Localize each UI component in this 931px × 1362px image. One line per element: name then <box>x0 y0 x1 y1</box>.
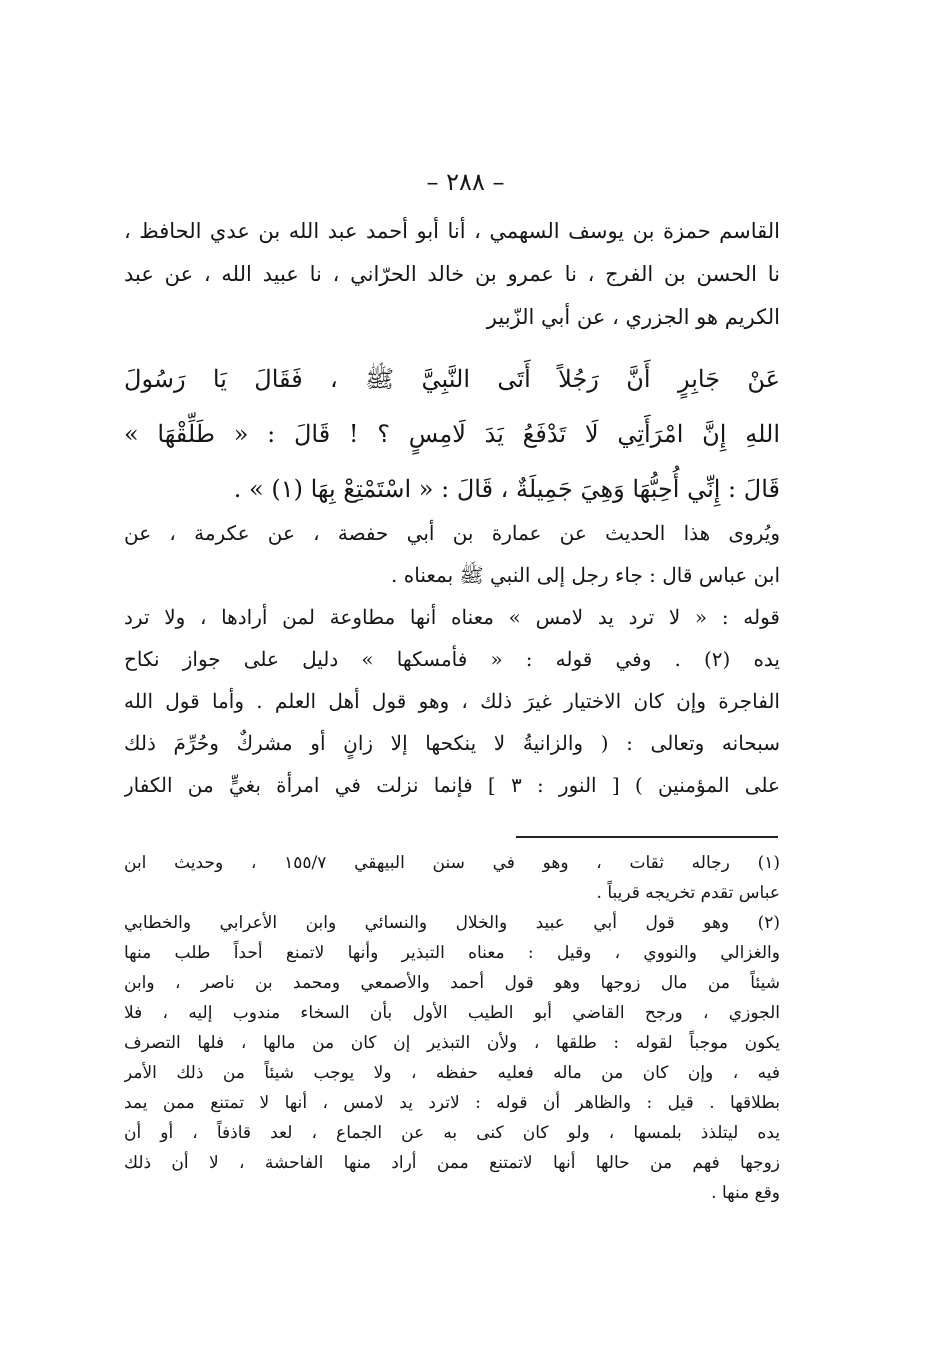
footnote-line: شيئاً من مال زوجها وهو قول أحمد والأصمعي ومحمد بن ناصر ، وابن <box>124 973 780 993</box>
text-line: الكريم هو الجزري ، عن أبي الزّبير <box>486 305 780 329</box>
text-line: الفاجرة وإن كان الاختيار غيرَ ذلك ، وهو قول أهل العلم . وأما قول الله <box>124 689 780 713</box>
text-line: على المؤمنين ) [ النور : ٣ ] فإنما نزلت في امرأة بغيٍّ من الكفار <box>124 773 780 797</box>
text-line: ويُروى هذا الحديث عن عمارة بن أبي حفصة ، عن عكرمة ، عن <box>124 521 780 545</box>
text-line: قوله : « لا ترد يد لامس » معناه أنها مطاوعة لمن أرادها ، ولا ترد <box>124 605 780 629</box>
footnote-line: فيه ، وإن كان من ماله فعليه حفظه ، ولا يوجب شيئاً من ذلك الأمر <box>124 1063 780 1083</box>
isnad-paragraph <box>124 210 780 339</box>
text-line: سبحانه وتعالى : ( والزانيةُ لا ينكحها إلا زانٍ أو مشركٌ وحُرِّمَ ذلك <box>124 731 780 755</box>
commentary-paragraph <box>124 512 780 806</box>
footnote-line: الجوزي ، ورجح القاضي أبو الطيب الأول بأن السخاء مندوب إليه ، فلا <box>124 1003 780 1023</box>
footnotes <box>124 848 780 1208</box>
page-number: – ٢٨٨ – <box>426 168 505 196</box>
footnote-divider <box>516 836 778 838</box>
hadith-text <box>124 352 780 517</box>
footnote-line: وقع منها . <box>711 1183 780 1203</box>
text-line: القاسم حمزة بن يوسف السهمي ، أنا أبو أحمد عبد الله بن عدي الحافظ ، <box>124 219 780 243</box>
text-line: يده (٢) . وفي قوله : « فأمسكها » دليل على جواز نكاح <box>124 647 780 671</box>
hadith-line: اللهِ إِنَّ امْرَأَتِي لَا تَدْفَعُ يَدَ لَامِسٍ ؟ ! قَالَ : « طَلِّقْهَا » <box>124 420 780 448</box>
footnote-line: والغزالي والنووي ، وقيل : معناه التبذير وأنها لاتمنع أحداً طلب منها <box>124 943 780 963</box>
hadith-line: قَالَ : إِنِّي أُحِبُّهَا وَهِيَ جَمِيلَةٌ ، قَالَ : « اسْتَمْتِعْ بِهَا (١) » . <box>233 475 780 503</box>
footnote-line: يده ليتلذذ بلمسها ، ولو كان كنى به عن الجماع ، لعد قاذفاً ، أو أن <box>124 1123 780 1143</box>
footnote-line: (١) رجاله ثقات ، وهو في سنن البيهقي ١٥٥/٧ ، وحديث ابن <box>124 853 780 873</box>
footnote-line: (٢) وهو قول أبي عبيد والخلال والنسائي وابن الأعرابي والخطابي <box>124 913 780 933</box>
footnote-line: عباس تقدم تخريجه قريباً . <box>596 883 780 903</box>
text-line: نا الحسن بن الفرج ، نا عمرو بن خالد الحرّاني ، نا عبيد الله ، عن عبد <box>124 262 780 286</box>
footnote-line: يكون موجباً لقوله : طلقها ، ولأن التبذير إن كان من مالها ، فلها التصرف <box>124 1033 780 1053</box>
footnote-line: بطلاقها . قيل : والظاهر أن قوله : لاترد يد لامس ، أنها لا تمتنع ممن يمد <box>124 1093 780 1113</box>
footnote-line: زوجها فهم من حالها أنها لاتمتنع ممن أراد منها الفاحشة ، لا أن ذلك <box>124 1153 780 1173</box>
hadith-line: عَنْ جَابِرٍ أَنَّ رَجُلاً أَتَى النَّبِيَّ ﷺ ، فَقَالَ يَا رَسُولَ <box>124 365 780 393</box>
text-line: ابن عباس قال : جاء رجل إلى النبي ﷺ بمعناه . <box>391 563 780 587</box>
